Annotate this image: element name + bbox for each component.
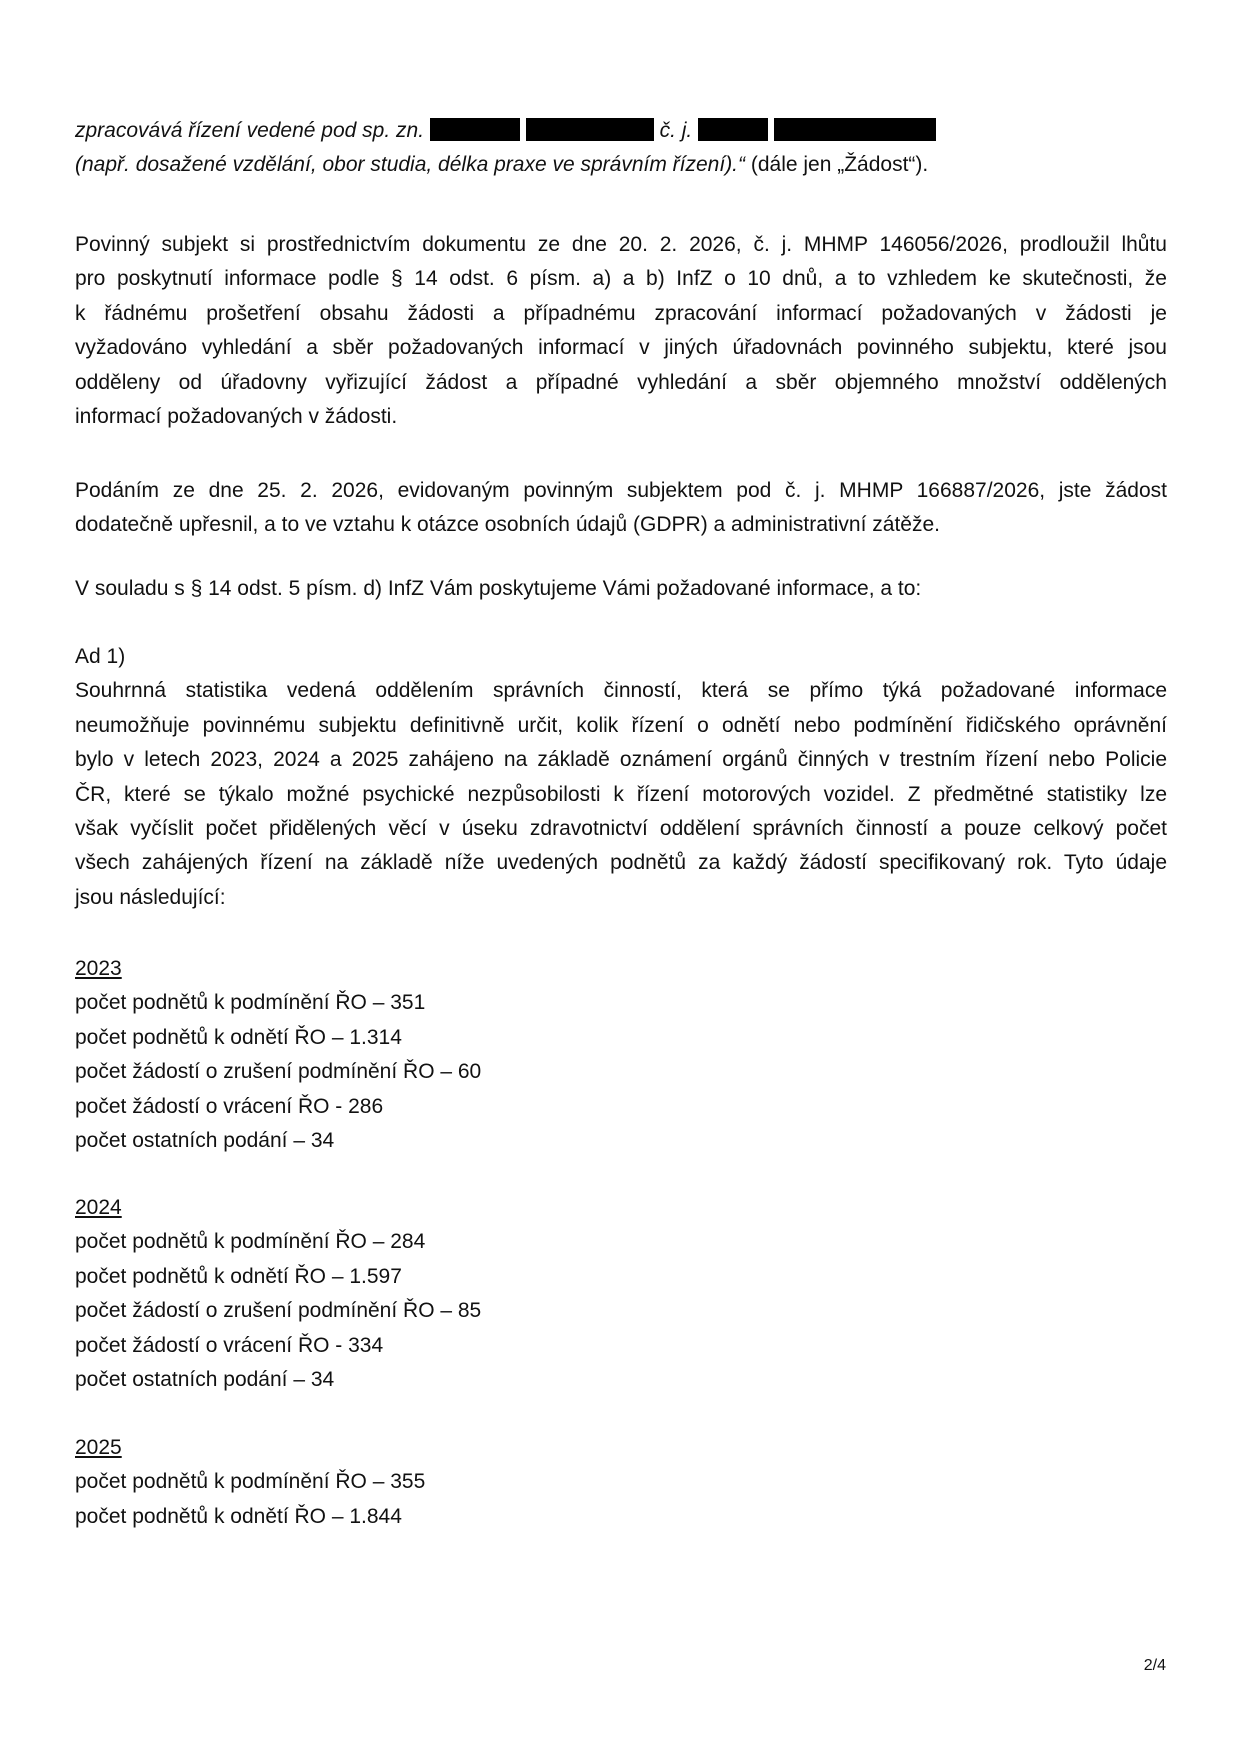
paragraph-line: neumožňuje povinnému subjektu definitivně určit, kolik řízení o odnětí nebo podmínění řidičského oprávnění <box>75 713 1167 737</box>
redaction-box <box>526 118 654 141</box>
intro-line-1 <box>75 114 1167 148</box>
paragraph-line: vyžadováno vyhledání a sběr požadovaných informací v jiných úřadovnách povinného subjektu, které jsou <box>75 336 1167 360</box>
redaction-box <box>774 118 936 141</box>
stat-item: počet žádostí o vrácení ŘO - 286 <box>75 1094 384 1118</box>
stat-item: počet ostatních podání – 34 <box>75 1368 335 1392</box>
intro-text-1: zpracovává řízení vedené pod sp. zn. <box>75 119 425 142</box>
redaction-box <box>430 118 520 141</box>
paragraph-line: jsou následující: <box>75 885 226 909</box>
stat-item: počet žádostí o vrácení ŘO - 334 <box>75 1333 384 1357</box>
paragraph-line: odděleny od úřadovny vyřizující žádost a případné vyhledání a sběr objemného množství oddělených <box>75 370 1167 394</box>
page-number: 2/4 <box>1143 1657 1166 1674</box>
paragraph-line: bylo v letech 2023, 2024 a 2025 zahájeno na základě oznámení orgánů činných v trestním řízení nebo Policie <box>75 748 1167 772</box>
stats-block-2024 <box>75 1191 1167 1397</box>
paragraph-line: informací požadovaných v žádosti. <box>75 405 398 429</box>
paragraph-line: všech zahájených řízení na základě níže uvedených podnětů za každý žádostí specifikovaný rok. Tyto údaje <box>75 851 1167 875</box>
stat-item: počet podnětů k odnětí ŘO – 1.844 <box>75 1504 402 1528</box>
paragraph-line: dodatečně upřesnil, a to ve vztahu k otázce osobních údajů (GDPR) a administrativní zátěže. <box>75 513 940 537</box>
intro-text-2: č. j. <box>659 119 693 142</box>
intro-italic-text: (např. dosažené vzdělání, obor studia, délka praxe ve správním řízení).“ <box>75 153 746 177</box>
intro-block <box>75 114 1167 183</box>
redaction-box <box>698 118 768 141</box>
paragraph-line: Povinný subjekt si prostřednictvím dokumentu ze dne 20. 2. 2026, č. j. MHMP 146056/2026, prodloužil lhůtu <box>75 233 1167 256</box>
stat-item: počet žádostí o zrušení podmínění ŘO – 85 <box>75 1299 482 1323</box>
year-heading: 2025 <box>75 1436 122 1459</box>
year-heading: 2023 <box>75 957 122 980</box>
intro-line-2 <box>75 148 1167 182</box>
intro-rest-text: (dále jen „Žádost“). <box>745 153 929 177</box>
paragraph-line: pro poskytnutí informace podle § 14 odst. 6 písm. a) a b) InfZ o 10 dnů, a to vzhledem ke skutečnosti, že <box>75 267 1167 291</box>
paragraph-submission <box>75 474 1167 543</box>
stat-item: počet podnětů k odnětí ŘO – 1.597 <box>75 1264 402 1288</box>
stat-item: počet podnětů k podmínění ŘO – 284 <box>75 1230 426 1254</box>
paragraph-line: k řádnému prošetření obsahu žádosti a případnému zpracování informací požadovaných v žádosti je <box>75 301 1167 325</box>
paragraph-line: V souladu s § 14 odst. 5 písm. d) InfZ Vám poskytujeme Vámi požadované informace, a to: <box>75 577 922 600</box>
paragraph-line: ČR, které se týkalo možné psychické nezpůsobilosti k řízení motorových vozidel. Z předmětné statistiky lze <box>75 782 1167 806</box>
year-heading: 2024 <box>75 1196 122 1219</box>
stat-item: počet ostatních podání – 34 <box>75 1129 335 1153</box>
stats-block-2023 <box>75 952 1167 1158</box>
paragraph-provide <box>75 572 1167 606</box>
stat-item: počet podnětů k odnětí ŘO – 1.314 <box>75 1025 402 1049</box>
stat-item: počet podnětů k podmínění ŘO – 351 <box>75 991 426 1015</box>
paragraph-line: však vyčíslit počet přidělených věcí v úseku zdravotnictví oddělení správních činností a pouze celkový počet <box>75 817 1167 841</box>
paragraph-line: Podáním ze dne 25. 2. 2026, evidovaným povinným subjektem pod č. j. MHMP 166887/2026, jste žádost <box>75 479 1167 502</box>
paragraph-extension <box>75 228 1167 434</box>
stat-item: počet podnětů k podmínění ŘO – 355 <box>75 1470 426 1494</box>
stat-item: počet žádostí o zrušení podmínění ŘO – 60 <box>75 1060 482 1084</box>
stats-block-2025 <box>75 1431 1167 1534</box>
section-ad1 <box>75 640 1167 915</box>
paragraph-line: Souhrnná statistika vedená oddělením správních činností, která se přímo týká požadované informace <box>75 679 1167 703</box>
section-heading: Ad 1) <box>75 645 126 668</box>
